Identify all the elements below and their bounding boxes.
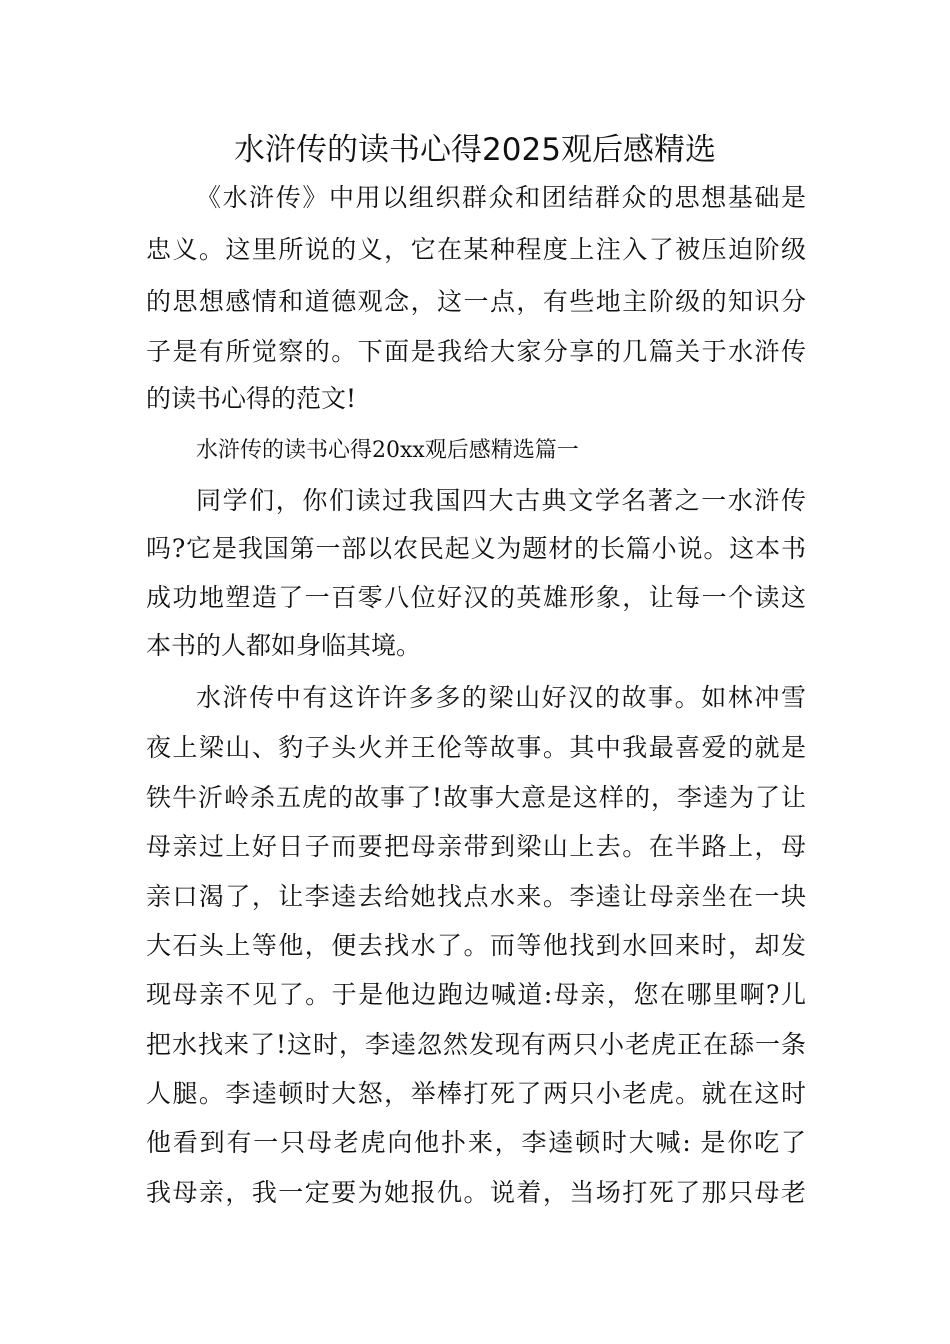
paragraph2-line-1: 水浒传中有这许许多多的梁山好汉的故事。如林冲雪 bbox=[196, 683, 806, 712]
document-title: 水浒传的读书心得2025观后感精选 bbox=[234, 132, 716, 168]
paragraph2-line-4: 母亲过上好日子而要把母亲带到梁山上去。在半路上，母 bbox=[146, 832, 806, 861]
intro-line-1: 《水浒传》中用以组织群众和团结群众的思想基础是 bbox=[196, 183, 806, 212]
paragraph2-line-11: 我母亲，我一定要为她报仇。说着，当场打死了那只母老 bbox=[146, 1178, 806, 1207]
paragraph2-line-8: 把水找来了!这时，李逵忽然发现有两只小老虎正在舔一条 bbox=[146, 1030, 806, 1059]
paragraph1-line-1: 同学们，你们读过我国四大古典文学名著之一水浒传 bbox=[196, 486, 806, 515]
section-heading: 水浒传的读书心得20xx观后感精选篇一 bbox=[196, 438, 579, 463]
paragraph1-line-2: 吗?它是我国第一部以农民起义为题材的长篇小说。这本书 bbox=[146, 534, 806, 563]
paragraph2-line-7: 现母亲不见了。于是他边跑边喊道:母亲，您在哪里啊?儿 bbox=[146, 980, 806, 1009]
intro-line-3: 的思想感情和道德观念，这一点，有些地主阶级的知识分 bbox=[146, 287, 806, 316]
intro-line-5: 的读书心得的范文! bbox=[146, 384, 357, 413]
paragraph2-line-6: 大石头上等他，便去找水了。而等他找到水回来时，却发 bbox=[146, 931, 806, 960]
paragraph2-line-5: 亲口渴了，让李逵去给她找点水来。李逵让母亲坐在一块 bbox=[146, 882, 806, 911]
intro-line-2: 忠义。这里所说的义，它在某种程度上注入了被压迫阶级 bbox=[146, 235, 806, 264]
paragraph1-line-3: 成功地塑造了一百零八位好汉的英雄形象，让每一个读这 bbox=[146, 583, 806, 612]
paragraph1-line-4: 本书的人都如身临其境。 bbox=[146, 631, 422, 660]
paragraph2-line-10: 他看到有一只母老虎向他扑来，李逵顿时大喊: 是你吃了 bbox=[146, 1128, 806, 1157]
intro-line-4: 子是有所觉察的。下面是我给大家分享的几篇关于水浒传 bbox=[146, 337, 806, 366]
paragraph2-line-2: 夜上梁山、豹子头火并王伦等故事。其中我最喜爱的就是 bbox=[146, 733, 806, 762]
paragraph2-line-3: 铁牛沂岭杀五虎的故事了!故事大意是这样的，李逵为了让 bbox=[146, 783, 806, 812]
paragraph2-line-9: 人腿。李逵顿时大怒，举棒打死了两只小老虎。就在这时 bbox=[146, 1079, 806, 1108]
